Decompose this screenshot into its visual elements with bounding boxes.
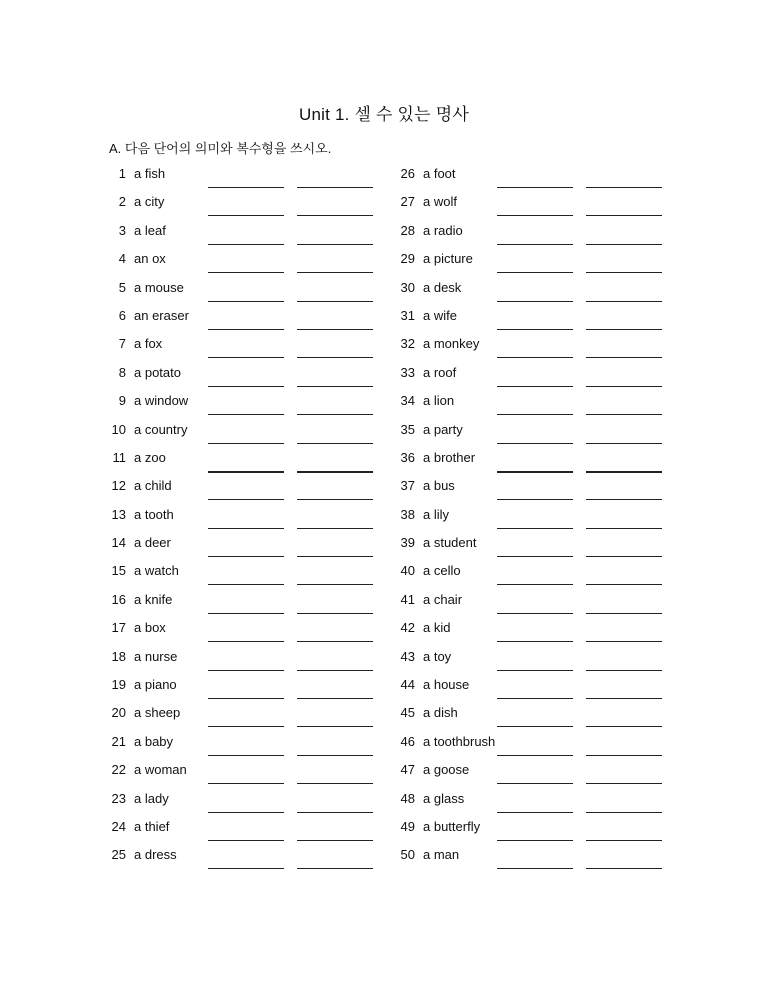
worksheet-row — [110, 188, 410, 216]
worksheet-row — [110, 643, 410, 671]
item-word: a glass — [423, 790, 465, 806]
item-word: a zoo — [134, 449, 166, 465]
meaning-blank[interactable] — [497, 868, 573, 869]
worksheet-row — [399, 330, 699, 358]
item-number: 39 — [400, 535, 415, 551]
item-word: a leaf — [134, 222, 166, 238]
item-number: 16 — [111, 591, 126, 607]
worksheet-row — [110, 529, 410, 557]
item-word: a nurse — [134, 648, 178, 664]
item-word: a roof — [423, 364, 457, 380]
worksheet-row — [110, 756, 410, 784]
worksheet-row — [110, 160, 410, 188]
item-number: 19 — [111, 677, 126, 693]
item-word: a bus — [423, 478, 455, 494]
item-word: a thief — [134, 818, 170, 834]
item-number: 13 — [111, 506, 126, 522]
worksheet-row — [110, 728, 410, 756]
item-number: 20 — [111, 705, 126, 721]
worksheet-row — [399, 274, 699, 302]
item-word: a city — [134, 194, 165, 210]
worksheet-row — [399, 188, 699, 216]
item-word: an eraser — [134, 307, 189, 323]
item-number: 38 — [400, 506, 415, 522]
item-number: 14 — [111, 535, 126, 551]
item-word: a sheep — [134, 705, 181, 721]
item-word: an ox — [134, 251, 166, 267]
item-word: a country — [134, 421, 188, 437]
item-word: a student — [423, 535, 477, 551]
item-word: a toy — [423, 648, 452, 664]
worksheet-row — [399, 529, 699, 557]
plural-blank[interactable] — [586, 868, 662, 869]
worksheet-row — [399, 302, 699, 330]
worksheet-row — [399, 557, 699, 585]
worksheet-row — [399, 245, 699, 273]
item-number: 45 — [400, 705, 415, 721]
worksheet-row — [110, 302, 410, 330]
worksheet-row — [110, 387, 410, 415]
worksheet-row — [399, 699, 699, 727]
worksheet-row — [399, 671, 699, 699]
item-word: a lily — [423, 506, 450, 522]
item-number: 6 — [118, 307, 126, 323]
item-number: 44 — [400, 677, 415, 693]
item-number: 9 — [118, 393, 126, 409]
item-number: 48 — [400, 790, 415, 806]
page-title: Unit 1. 셀 수 있는 명사 — [299, 105, 469, 124]
worksheet-row — [110, 359, 410, 387]
item-word: a fish — [134, 166, 166, 181]
right-column — [399, 160, 699, 870]
worksheet-row — [110, 472, 410, 500]
worksheet-row — [110, 671, 410, 699]
item-word: a monkey — [423, 336, 480, 352]
item-word: a lion — [423, 393, 455, 409]
worksheet-row — [399, 160, 699, 188]
item-word: a desk — [423, 279, 462, 295]
item-word: a fox — [134, 336, 163, 352]
item-word: a piano — [134, 677, 177, 693]
item-number: 22 — [111, 762, 126, 778]
item-word: a child — [134, 478, 172, 494]
worksheet-row — [399, 472, 699, 500]
item-number: 30 — [400, 279, 415, 295]
worksheet-row — [110, 841, 410, 869]
item-number: 47 — [400, 762, 415, 778]
left-column — [110, 160, 410, 870]
item-number: 4 — [118, 251, 126, 267]
item-number: 18 — [111, 648, 126, 664]
worksheet-row — [110, 416, 410, 444]
item-number: 43 — [400, 648, 415, 664]
worksheet-row — [110, 217, 410, 245]
item-word: a man — [423, 847, 460, 863]
item-word: a party — [423, 421, 463, 437]
item-word: a butterfly — [423, 818, 481, 834]
item-word: a brother — [423, 449, 476, 465]
item-number: 3 — [118, 222, 126, 238]
item-word: a house — [423, 677, 470, 693]
item-number: 28 — [400, 222, 415, 238]
item-word: a wife — [423, 307, 457, 323]
item-number: 46 — [400, 733, 415, 749]
item-word: a cello — [423, 563, 461, 579]
item-number: 10 — [111, 421, 126, 437]
worksheet-row — [110, 557, 410, 585]
item-number: 17 — [111, 620, 126, 636]
worksheet-row — [110, 444, 410, 472]
worksheet-row — [110, 274, 410, 302]
item-number: 8 — [118, 364, 126, 380]
worksheet-row — [110, 813, 410, 841]
worksheet-row — [399, 813, 699, 841]
item-number: 50 — [400, 847, 415, 863]
item-number: 34 — [400, 393, 415, 409]
worksheet-row — [110, 699, 410, 727]
item-word: a box — [134, 620, 166, 636]
item-word: a lady — [134, 790, 169, 806]
worksheet-row — [399, 217, 699, 245]
item-number: 23 — [111, 790, 126, 806]
item-number: 15 — [111, 563, 126, 579]
item-number: 21 — [111, 733, 126, 749]
item-word: a chair — [423, 591, 463, 607]
item-number: 11 — [112, 449, 126, 465]
item-number: 41 — [400, 591, 415, 607]
item-word: a picture — [423, 251, 473, 267]
worksheet-row — [399, 785, 699, 813]
item-number: 40 — [400, 563, 415, 579]
item-word: a tooth — [134, 506, 174, 522]
item-number: 27 — [400, 194, 415, 210]
worksheet-row — [110, 785, 410, 813]
item-number: 37 — [400, 478, 415, 494]
item-word: a wolf — [423, 194, 457, 210]
item-number: 24 — [111, 818, 126, 834]
item-word: a kid — [423, 620, 451, 636]
item-number: 12 — [111, 478, 126, 494]
item-word: a deer — [134, 535, 171, 551]
worksheet-row — [399, 586, 699, 614]
item-number: 32 — [400, 336, 415, 352]
item-word: a radio — [423, 222, 463, 238]
item-word: a baby — [134, 733, 174, 749]
worksheet-row — [399, 416, 699, 444]
item-number: 36 — [400, 449, 415, 465]
item-word: a toothbrush — [423, 733, 496, 749]
item-word: a goose — [423, 762, 470, 778]
item-word: a foot — [423, 166, 456, 181]
item-number: 7 — [118, 336, 126, 352]
item-number: 25 — [111, 847, 126, 863]
item-number: 35 — [400, 421, 415, 437]
meaning-blank[interactable] — [208, 868, 284, 869]
item-word: a dish — [423, 705, 458, 721]
item-number: 42 — [400, 620, 415, 636]
item-number: 49 — [400, 818, 415, 834]
instruction-text: A. 다음 단어의 의미와 복수형을 쓰시오. — [109, 141, 332, 156]
worksheet-row — [399, 841, 699, 869]
plural-blank[interactable] — [297, 868, 373, 869]
item-number: 5 — [118, 279, 126, 295]
item-number: 33 — [400, 364, 415, 380]
worksheet-row — [110, 501, 410, 529]
worksheet-row — [110, 330, 410, 358]
item-number: 26 — [400, 166, 415, 181]
item-word: a knife — [134, 591, 173, 607]
item-word: a woman — [134, 762, 187, 778]
worksheet-row — [399, 728, 699, 756]
item-word: a watch — [134, 563, 179, 579]
worksheet-row — [399, 756, 699, 784]
worksheet-row — [399, 501, 699, 529]
item-number: 29 — [400, 251, 415, 267]
item-number: 1 — [118, 166, 126, 181]
worksheet-row — [399, 614, 699, 642]
item-word: a dress — [134, 847, 177, 863]
item-number: 31 — [400, 307, 415, 323]
worksheet-row — [399, 643, 699, 671]
item-word: a mouse — [134, 279, 184, 295]
worksheet-row — [399, 444, 699, 472]
worksheet-row — [110, 614, 410, 642]
item-word: a window — [134, 393, 189, 409]
worksheet-row — [399, 359, 699, 387]
worksheet-row — [110, 245, 410, 273]
item-number: 2 — [118, 194, 126, 210]
item-word: a potato — [134, 364, 181, 380]
worksheet-row — [399, 387, 699, 415]
worksheet-row — [110, 586, 410, 614]
